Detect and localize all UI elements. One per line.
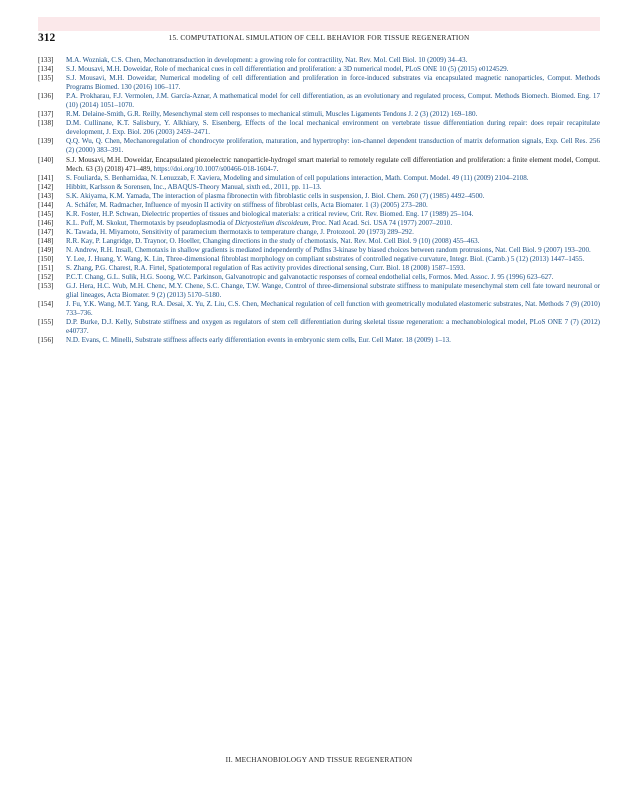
reference-number: [138] bbox=[38, 119, 54, 128]
reference-citation: S.J. Mousavi, M.H. Doweidar, Numerical modeling of cell differentiation and proliferation in force-induced substrates via encapsulated magnetic nanoparticles, Comput. Methods Programs Biomed. 130 (2016) 106–117. bbox=[66, 74, 600, 92]
reference-number: [155] bbox=[38, 318, 54, 327]
reference-number: [135] bbox=[38, 74, 54, 83]
reference-item bbox=[38, 201, 600, 210]
reference-citation: S. Fouliarda, S. Benhamidaa, N. Lenuzzab, F. Xavierа, Modeling and simulation of cell populations interaction, Math. Comput. Model. 49 (11) (2009) 2104–2108. bbox=[66, 173, 529, 182]
reference-number: [140] bbox=[38, 155, 54, 164]
reference-text bbox=[66, 219, 600, 228]
reference-text bbox=[66, 210, 600, 219]
reference-text bbox=[66, 156, 600, 174]
reference-text bbox=[66, 336, 600, 345]
reference-citation: R.R. Kay, P. Langridge, D. Traynor, O. Hoeller, Changing directions in the study of chemotaxis, Nat. Rev. Mol. Cell Biol. 9 (10) (2008) 455–463. bbox=[66, 236, 480, 245]
reference-number: [156] bbox=[38, 336, 54, 345]
reference-text bbox=[66, 74, 600, 92]
reference-number: [145] bbox=[38, 209, 54, 218]
reference-item bbox=[38, 300, 600, 318]
reference-citation: N. Andrew, R.H. Insall, Chemotaxis in shallow gradients is mediated independently of PtdIns 3-kinase by biased choices between random protrusions, Nat. Cell Biol. 9 (2007) 193–200. bbox=[66, 245, 591, 254]
reference-item bbox=[38, 192, 600, 201]
reference-number: [152] bbox=[38, 273, 54, 282]
reference-citation: S. Zhang, P.G. Charest, R.A. Firtel, Spatiotemporal regulation of Ras activity provides directional sensing, Curr. Biol. 18 (2008) 1587–1593. bbox=[66, 264, 466, 273]
reference-text bbox=[66, 264, 600, 273]
reference-citation: P.C.T. Chang, G.L. Sulik, H.G. Soong, W.C. Parkinson, Galvanotropic and galvanotactic responses of corneal endothelial cells, Formos. Med. Assoc. J. 95 (1996) 623–627. bbox=[66, 273, 554, 282]
reference-text bbox=[66, 137, 600, 155]
page-number: 312 bbox=[38, 32, 56, 44]
reference-text bbox=[66, 255, 600, 264]
reference-number: [146] bbox=[38, 218, 54, 227]
reference-item bbox=[38, 156, 600, 174]
reference-citation: Y. Lee, J. Huang, Y. Wang, K. Lin, Three-dimensional fibroblast morphology on compliant substrates of controlled negative curvature, Integr. Biol. (Camb.) 5 (12) (2013) 1447–1455. bbox=[66, 255, 585, 264]
header-band bbox=[38, 17, 600, 31]
reference-item bbox=[38, 336, 600, 345]
reference-item bbox=[38, 56, 600, 65]
reference-text bbox=[66, 119, 600, 137]
reference-text bbox=[66, 273, 600, 282]
reference-citation: Hibbitt, Karlsson & Sorensen, Inc., ABAQUS-Theory Manual, sixth ed., 2011, pp. 11–13. bbox=[66, 182, 322, 191]
reference-number: [154] bbox=[38, 300, 54, 309]
reference-number: [133] bbox=[38, 56, 54, 64]
reference-citation-tail: . bbox=[276, 164, 279, 173]
reference-citation: Q.Q. Wu, Q. Chen, Mechanoregulation of chondrocyte proliferation, maturation, and hypertrophy: ion-channel dependent transduction of matrix deformation signals, Exp. Cell Res. 256 (2) (2000) 383–391. bbox=[66, 137, 600, 155]
reference-text bbox=[66, 183, 600, 192]
reference-item bbox=[38, 255, 600, 264]
reference-text bbox=[66, 92, 600, 110]
reference-citation: P.A. Prokharau, F.J. Vermolen, J.M. García-Aznar, A mathematical model for cell differentiation, as an evolutionary and regulated process, Comput. Methods Biomech. Biomed. Eng. 17 (10) (2014) 1051–1070. bbox=[66, 92, 600, 110]
reference-citation: S.J. Mousavi, M.H. Doweidar, Role of mechanical cues in cell differentiation and proliferation: a 3D numerical model, PLoS ONE 10 (5) (2015) e0124529. bbox=[66, 65, 509, 74]
reference-species-name: Dictyostelium discoideum bbox=[235, 218, 309, 227]
reference-text bbox=[66, 110, 600, 119]
reference-citation: A. Schäfer, M. Radmacher, Influence of myosin II activity on stiffness of fibroblast cells, Acta Biomater. 1 (3) (2005) 273–280. bbox=[66, 200, 428, 209]
reference-number: [134] bbox=[38, 65, 54, 74]
reference-item bbox=[38, 65, 600, 74]
reference-item bbox=[38, 273, 600, 282]
reference-doi-link[interactable]: https://doi.org/10.1007/s00466-018-1604-7 bbox=[153, 164, 277, 173]
reference-text bbox=[66, 192, 600, 201]
reference-text bbox=[66, 228, 600, 237]
reference-citation: D.M. Cullinane, K.T. Salisbury, Y. Alkhiary, S. Eisenberg, Effects of the local mechanical environment on vertebrate tissue differentiation during repair: does repair recapitulate development, J. Exp. Biol. 206 (2003) 2459–2471. bbox=[66, 119, 600, 137]
reference-item bbox=[38, 246, 600, 255]
reference-text bbox=[66, 246, 600, 255]
reference-text bbox=[66, 318, 600, 336]
reference-text bbox=[66, 56, 600, 65]
reference-citation: R.M. Delaine-Smith, G.R. Reilly, Mesenchymal stem cell responses to mechanical stimuli, Muscles Ligaments Tendons J. 2 (3) (2012) 169–180. bbox=[66, 110, 478, 119]
reference-citation: S.K. Akiyama, K.M. Yamada, The interaction of plasma fibronectin with fibroblastic cells in suspension, J. Biol. Chem. 260 (7) (1985) 4492–4500. bbox=[66, 191, 485, 200]
reference-number: [139] bbox=[38, 137, 54, 146]
reference-citation: K.R. Foster, H.P. Schwan, Dielectric properties of tissues and biological materials: a critical review, Crit. Rev. Biomed. Eng. 17 (1989) 25–104. bbox=[66, 209, 474, 218]
reference-text bbox=[66, 300, 600, 318]
reference-item bbox=[38, 183, 600, 192]
reference-item bbox=[38, 210, 600, 219]
reference-item bbox=[38, 137, 600, 155]
reference-citation: S.J. Mousavi, M.H. Doweidar, Encapsulated piezoelectric nanoparticle-hydrogel smart material to remotely regulate cell differentiation and proliferation: a finite element model, Comput. Mech. 63 (3) (2018) 471–489, bbox=[66, 155, 600, 173]
reference-number: [141] bbox=[38, 173, 54, 182]
reference-citation: K.L. Poff, M. Skokut, Thermotaxis by pseudoplasmodia of bbox=[66, 218, 235, 227]
reference-text bbox=[66, 174, 600, 183]
reference-item bbox=[38, 264, 600, 273]
reference-item bbox=[38, 174, 600, 183]
reference-number: [148] bbox=[38, 236, 54, 245]
reference-text bbox=[66, 65, 600, 74]
reference-item bbox=[38, 282, 600, 300]
reference-text bbox=[66, 282, 600, 300]
reference-number: [144] bbox=[38, 200, 54, 209]
reference-list bbox=[38, 56, 600, 346]
reference-item bbox=[38, 318, 600, 336]
reference-item bbox=[38, 74, 600, 92]
page-header bbox=[38, 32, 600, 46]
reference-text bbox=[66, 237, 600, 246]
chapter-title: 15. COMPUTATIONAL SIMULATION OF CELL BEHAVIOR FOR TISSUE REGENERATION bbox=[168, 34, 470, 42]
reference-item bbox=[38, 228, 600, 237]
reference-number: [150] bbox=[38, 255, 54, 264]
reference-number: [142] bbox=[38, 182, 54, 191]
reference-item bbox=[38, 219, 600, 228]
reference-number: [137] bbox=[38, 110, 54, 119]
reference-citation: K. Tawada, H. Miyamoto, Sensitivity of paramecium thermotaxis to temperature change, J. Protozool. 20 (1973) 289–292. bbox=[66, 227, 414, 236]
reference-citation: J. Fu, Y.K. Wang, M.T. Yang, R.A. Desai, X. Yu, Z. Liu, C.S. Chen, Mechanical regulation of cell function with geometrically modulated elastomeric substrates, Nat. Methods 7 (9) (2010) 733–736. bbox=[66, 300, 600, 318]
reference-citation: D.P. Burke, D.J. Kelly, Substrate stiffness and oxygen as regulators of stem cell differentiation during skeletal tissue regeneration: a mechanobiological model, PLoS ONE 7 (7) (2012) e40737. bbox=[66, 318, 600, 336]
reference-item bbox=[38, 237, 600, 246]
reference-citation-tail: , Proc. Natl Acad. Sci. USA 74 (1977) 2007–2010. bbox=[308, 218, 453, 227]
section-footer: II. MECHANOBIOLOGY AND TISSUE REGENERATION bbox=[225, 756, 413, 764]
reference-number: [136] bbox=[38, 92, 54, 101]
reference-citation: G.J. Hera, H.C. Wub, M.H. Chenc, M.Y. Chene, S.C. Change, T.W. Wange, Control of three-dimensional substrate stiffness to manipulate mesenchymal stem cell fate toward neuronal or glial lineages, Acta Biomater. 9 (2) (2013) 5170–5180. bbox=[66, 282, 600, 300]
reference-item bbox=[38, 110, 600, 119]
reference-number: [149] bbox=[38, 245, 54, 254]
reference-citation: M.A. Wozniak, C.S. Chen, Mechanotransduction in development: a growing role for contractility, Nat. Rev. Mol. Cell Biol. 10 (2009) 34–43. bbox=[66, 56, 468, 64]
reference-citation: N.D. Evans, C. Minelli, Substrate stiffness affects early differentiation events in embryonic stem cells, Eur. Cell Mater. 18 (2009) 1–13. bbox=[66, 336, 451, 345]
reference-item bbox=[38, 119, 600, 137]
reference-text bbox=[66, 201, 600, 210]
reference-number: [147] bbox=[38, 227, 54, 236]
reference-number: [151] bbox=[38, 264, 54, 273]
reference-number: [143] bbox=[38, 191, 54, 200]
reference-number: [153] bbox=[38, 282, 54, 291]
reference-item bbox=[38, 92, 600, 110]
